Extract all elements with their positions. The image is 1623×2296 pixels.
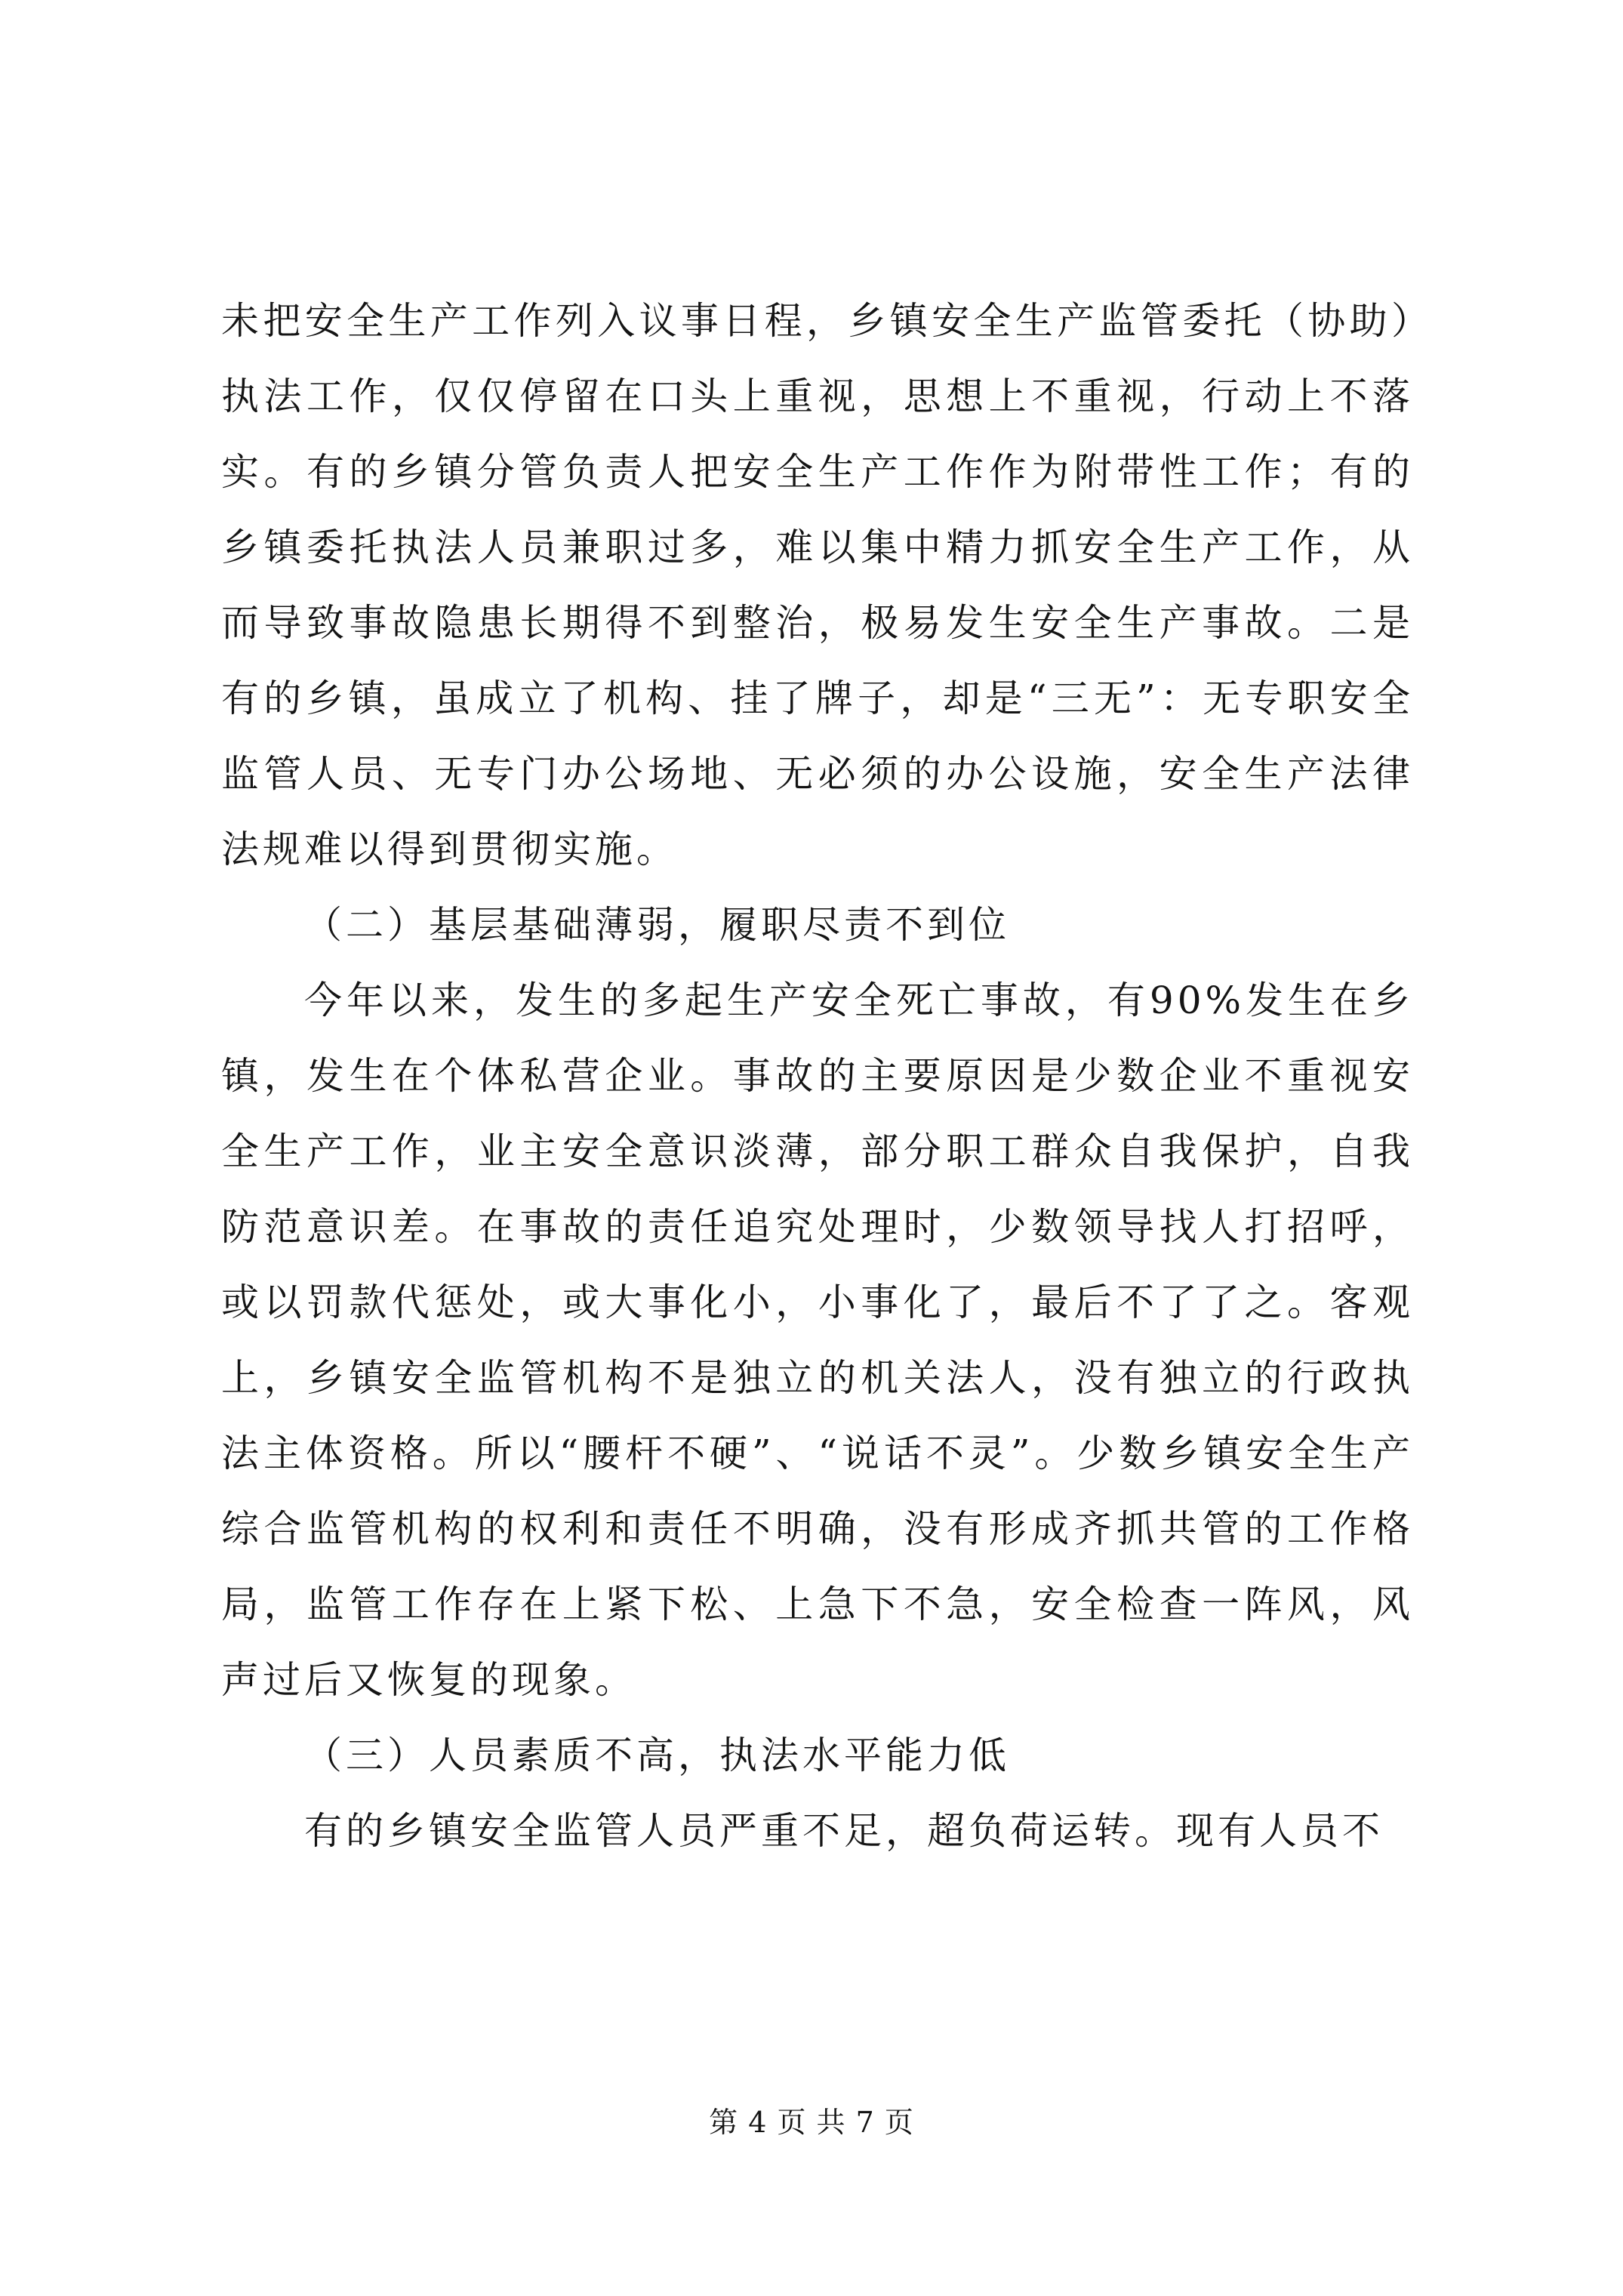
section-heading-2: （二）基层基础薄弱，履职尽责不到位 — [304, 903, 1010, 947]
paragraph-continued: 未把安全生产工作列入议事日程，乡镇安全生产监管委托（协助）执法工作，仅仅停留在口头上重视，思想上不重视，行动上不落实。有的乡镇分管负责人把安全生产工作作为附带性工作；有的乡镇委托执法人员兼职过多，难以集中精力抓安全生产工作，从而导致事故隐患长期得不到整治，极易发生安全生产事故。二是有的乡镇，虽成立了机构、挂了牌子，却是“三无”：无专职安全监管人员、无专门办公场地、无必须的办公设施，安全生产法律法规难以得到贯彻实施。 — [221, 299, 1414, 871]
document-body — [221, 283, 1414, 1869]
paragraph: 有的乡镇安全监管人员严重不足，超负荷运转。现有人员不 — [304, 1809, 1384, 1853]
page-footer — [0, 2103, 1623, 2141]
page-number: 第 4 页 共 7 页 — [709, 2106, 914, 2139]
paragraph: 今年以来，发生的多起生产安全死亡事故，有90%发生在乡镇，发生在个体私营企业。事故的主要原因是少数企业不重视安全生产工作，业主安全意识淡薄，部分职工群众自我保护，自我防范意识差。在事故的责任追究处理时，少数领导找人打招呼，或以罚款代惩处，或大事化小，小事化了，最后不了了之。客观上，乡镇安全监管机构不是独立的机关法人，没有独立的行政执法主体资格。所以“腰杆不硬”、“说话不灵”。少数乡镇安全生产综合监管机构的权利和责任不明确，没有形成齐抓共管的工作格局，监管工作存在上紧下松、上急下不急，安全检查一阵风，风声过后又恢复的现象。 — [221, 978, 1414, 1702]
section-heading-3: （三）人员素质不高，执法水平能力低 — [304, 1734, 1010, 1777]
